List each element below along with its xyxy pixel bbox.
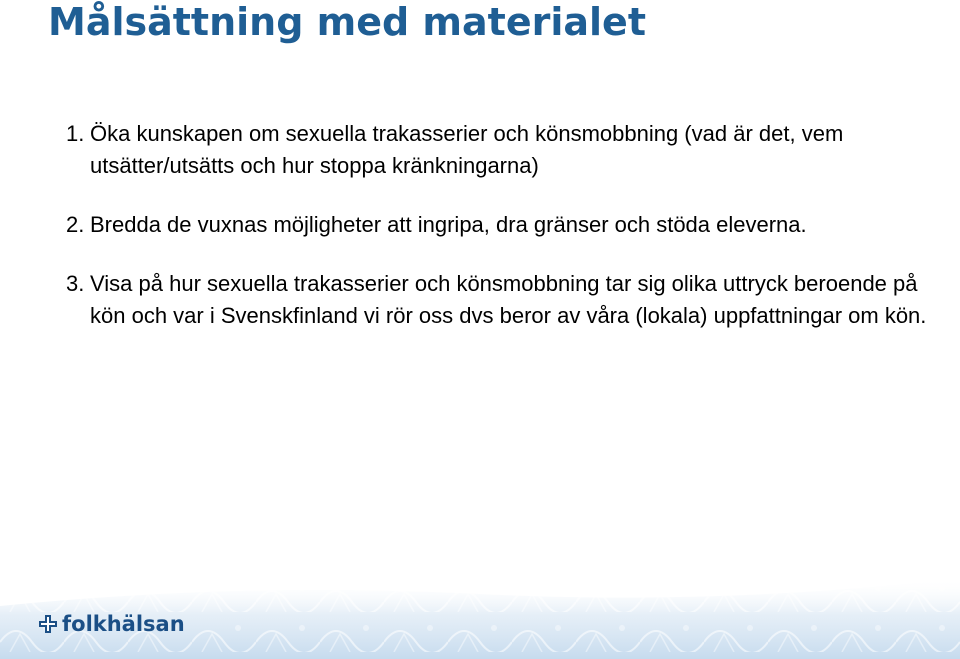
list-item bbox=[66, 118, 946, 182]
cross-icon bbox=[38, 614, 58, 634]
list-item-number: 2. bbox=[66, 212, 85, 237]
list-item-text: Bredda de vuxnas möjligheter att ingripa, dra gränser och stöda eleverna. bbox=[90, 212, 807, 237]
list-item-text: Öka kunskapen om sexuella trakasserier och könsmobbning (vad är det, vem utsätter/utsätts och hur stoppa kränkningarna) bbox=[90, 121, 844, 178]
goal-list bbox=[66, 118, 946, 359]
list-item bbox=[66, 209, 946, 241]
folkhalsan-logo bbox=[38, 612, 185, 636]
list-item bbox=[66, 268, 946, 332]
logo-text: folkhälsan bbox=[62, 612, 185, 636]
list-item-number: 1. bbox=[66, 121, 85, 146]
list-item-number: 3. bbox=[66, 271, 85, 296]
slide-title: Målsättning med materialet bbox=[48, 0, 646, 44]
list-item-text: Visa på hur sexuella trakasserier och könsmobbning tar sig olika uttryck beroende på kön och var i Svenskfinland vi rör oss dvs beror av våra (lokala) uppfattningar om kön. bbox=[90, 271, 927, 328]
